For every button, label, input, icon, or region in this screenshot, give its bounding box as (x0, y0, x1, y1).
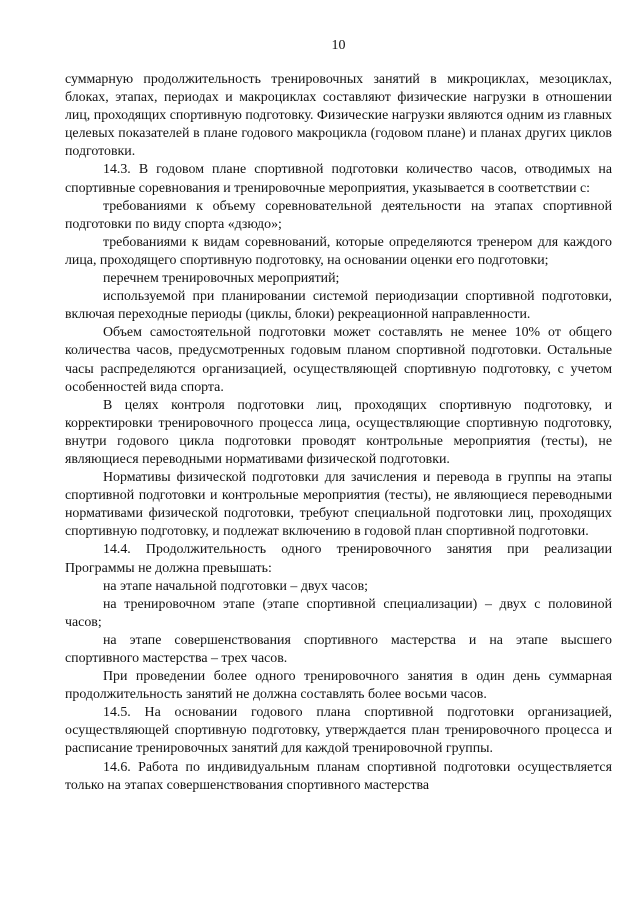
paragraph-list-item: требованиями к видам соревнований, которые определяются тренером для каждого лица, проходящего спортивную подготовку, на основании оценки его подготовки; (65, 234, 612, 268)
paragraph-list-item: требованиями к объему соревновательной деятельности на этапах спортивной подготовки по виду спорта «дзюдо»; (65, 198, 612, 232)
paragraph-list-item: перечнем тренировочных мероприятий; (103, 271, 340, 287)
paragraph-list-item: используемой при планировании системой периодизации спортивной подготовки, включая переходные периоды (циклы, блоки) рекреационной направленности. (65, 289, 612, 323)
paragraph-list-item: на этапе начальной подготовки – двух часов; (103, 578, 369, 594)
paragraph-14-3: 14.3. В годовом плане спортивной подготовки количество часов, отводимых на спортивные соревнования и тренировочные мероприятия, указывается в соответствии с: (65, 162, 612, 196)
paragraph-14-5: 14.5. На основании годового плана спортивной подготовки организацией, осуществляющей спортивную подготовку, утверждается план тренировочного процесса и расписание тренировочных занятий для каждой тренировочной группы. (65, 705, 612, 757)
document-body (65, 71, 612, 795)
paragraph: При проведении более одного тренировочного занятия в один день суммарная продолжительность занятий не должна составлять более восьми часов. (65, 669, 612, 703)
paragraph-continuation: суммарную продолжительность тренировочных занятий в микроциклах, мезоциклах, блоках, этапах, периодах и макроциклах составляют физические нагрузки в отношении лиц, проходящих спортивную подготовку. Физические нагрузки являются одним из главных целевых показателей в плане годового макроцикла (годовом плане) и планах других циклов подготовки. (65, 72, 612, 160)
paragraph: В целях контроля подготовки лиц, проходящих спортивную подготовку, и корректировки тренировочного процесса лица, осуществляющие спортивную подготовку, внутри годового цикла подготовки проводят контрольные мероприятия (тесты), не являющиеся переводными нормативами физической подготовки. (65, 397, 612, 467)
paragraph: Объем самостоятельной подготовки может составлять не менее 10% от общего количества часов, предусмотренных годовым планом спортивной подготовки. Остальные часы распределяются организацией, осуществляющей спортивную подготовку, с учетом особенностей вида спорта. (65, 325, 612, 395)
paragraph: Нормативы физической подготовки для зачисления и перевода в группы на этапы спортивной подготовки и контрольные мероприятия (тесты), не являющиеся переводными нормативами физической подготовки, требуют специальной подготовки лиц, проходящих спортивную подготовку, и подлежат включению в годовой план спортивной подготовки. (65, 470, 612, 540)
page-number: 10 (331, 38, 346, 53)
paragraph-list-item: на тренировочном этапе (этапе спортивной специализации) – двух с половиной часов; (65, 596, 612, 630)
paragraph-14-4: 14.4. Продолжительность одного тренировочного занятия при реализации Программы не должна превышать: (65, 542, 612, 576)
paragraph-14-6: 14.6. Работа по индивидуальным планам спортивной подготовки осуществляется только на этапах совершенствования спортивного мастерства (65, 759, 612, 793)
paragraph-list-item: на этапе совершенствования спортивного мастерства и на этапе высшего спортивного мастерства – трех часов. (65, 632, 612, 666)
